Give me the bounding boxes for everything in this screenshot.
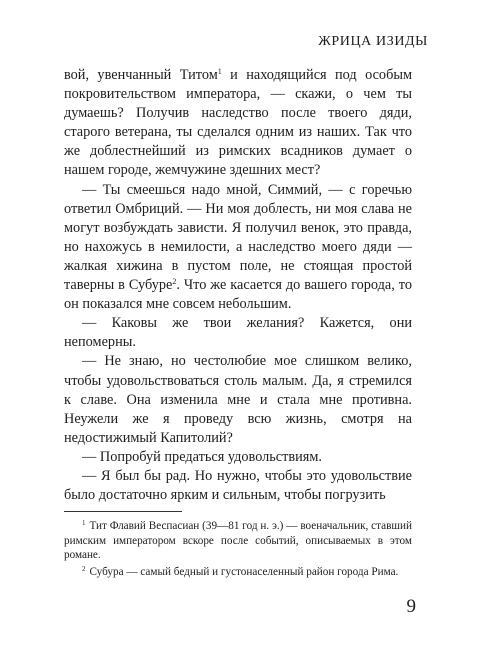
footnote-2-text: Субура — самый бедный и густонаселенный район города Рима. bbox=[89, 565, 399, 578]
footnote-separator bbox=[64, 511, 182, 512]
paragraph-1 bbox=[64, 66, 412, 181]
paragraph-4: — Не знаю, но честолюбие мое слишком велико, чтобы удовольствоваться столь малым. Да, я стремился к славе. Она изменила мне и стала мне противна. Неужели же я проведу всю жизнь, смотря на недостижимый Капитолий? bbox=[64, 353, 412, 446]
paragraph-2 bbox=[64, 181, 412, 315]
footnote-1-text: Тит Флавий Веспасиан (39—81 год н. э.) — военачальник, ставший римским императором вскоре после событий, описываемых в этом романе. bbox=[64, 520, 412, 562]
paragraph-3: — Каковы же твои желания? Кажется, они непомерны. bbox=[64, 315, 412, 351]
paragraph-2-text-a: — Ты смеешься надо мной, Симмий, — с горечью ответил Омбриций. — Ни моя доблесть, ни моя слава не могут возбуждать зависти. Я получил венок, это правда, но нахожусь в немилости, а наследство моего дяди — жалкая хижина в пустом поле, не стоящая простой таверны в Субуре bbox=[64, 181, 412, 294]
footnote-2-number: 2 bbox=[82, 564, 86, 573]
footnote-2 bbox=[64, 565, 412, 580]
footnote-1 bbox=[64, 519, 412, 563]
page-number: 9 bbox=[406, 596, 416, 617]
footnote-ref-1: 1 bbox=[217, 67, 222, 76]
footnote-1-number: 1 bbox=[82, 519, 86, 527]
footnote-ref-2: 2 bbox=[172, 277, 177, 287]
footnotes bbox=[64, 519, 412, 581]
paragraph-6: — Я был бы рад. Но нужно, чтобы это удовольствие было достаточно ярким и сильным, чтобы погрузить bbox=[64, 467, 412, 504]
body-text bbox=[64, 66, 412, 505]
paragraph-2-text-b: . Что же касается до вашего города, то он показался мне совсем небольшим. bbox=[64, 277, 412, 313]
running-head: ЖРИЦА ИЗИДЫ bbox=[318, 34, 428, 49]
paragraph-1-text-a: вой, увенчанный Титом bbox=[64, 67, 218, 83]
paragraph-1-text-b: и находящийся под особым покровительством императора, — скажи, о чем ты думаешь? Получив наследство после твоего дяди, старого ветерана, ты сделался одним из наших. Так что же доблестнейший из римских всадников думает о нашем городе, жемчужине здешних мест? bbox=[64, 67, 412, 179]
paragraph-5: — Попробуй предаться удовольствиям. bbox=[82, 448, 322, 465]
